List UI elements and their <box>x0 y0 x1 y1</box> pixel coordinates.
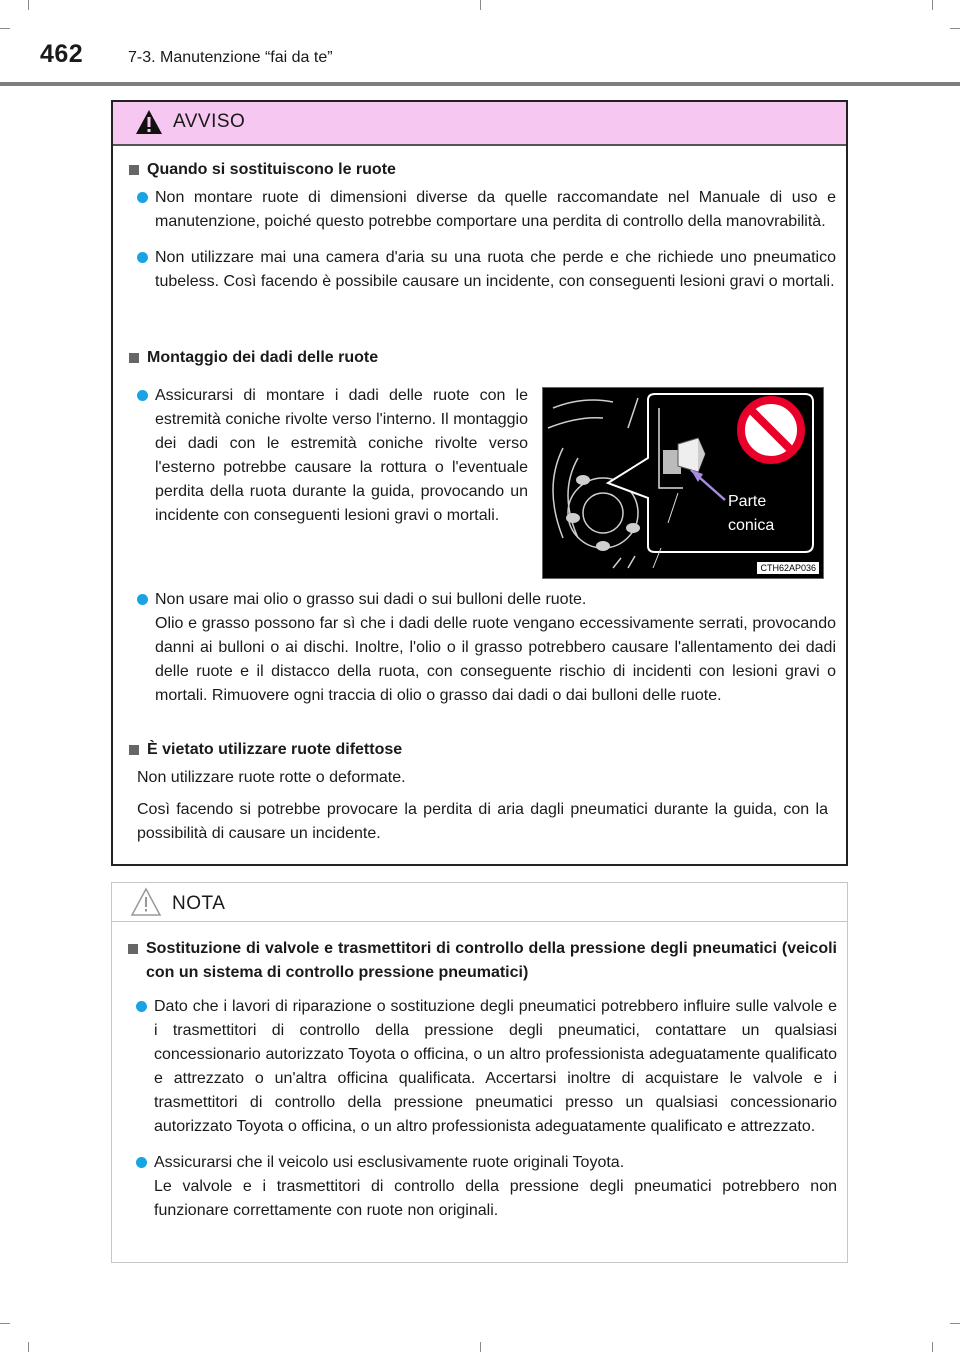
grease-item <box>129 588 836 708</box>
section-heading: Sostituzione di valvole e trasmettitori di controllo della pressione degli pneumatici (veicoli con un sistema di controllo pressione pneumatici) <box>128 937 837 985</box>
page-number: 462 <box>40 40 84 68</box>
warning-section-2 <box>129 346 836 370</box>
crop-mark <box>480 1342 481 1352</box>
warning-section-1 <box>129 158 836 294</box>
section-heading: Montaggio dei dadi delle ruote <box>129 346 836 370</box>
list-item: Assicurarsi di montare i dadi delle ruote con le estremità coniche rivolte verso l'interno. Il montaggio dei dadi con le estremità coniche rivolte verso l'esterno potrebbe causare la rottura o l'eventuale perdita della ruota durante la guida, provocando un incidente con conseguenti lesioni gravi o mortali. <box>129 384 528 528</box>
note-section-1 <box>128 937 837 1223</box>
wheel-nut-text <box>129 384 528 528</box>
warning-section-3 <box>129 738 836 846</box>
wheel-nut-figure <box>542 387 824 579</box>
list-item <box>129 588 836 708</box>
note-title: NOTA <box>172 893 226 914</box>
note-header <box>112 883 847 922</box>
list-item <box>128 1151 837 1223</box>
warning-header <box>113 102 846 146</box>
item-first-line: Non usare mai olio o grasso sui dadi o sui bulloni delle ruote. <box>155 591 587 608</box>
caution-icon <box>130 887 162 917</box>
crop-mark <box>28 1342 29 1352</box>
wheel-illustration <box>543 388 823 578</box>
paragraph: Non utilizzare ruote rotte o deformate. <box>137 769 406 786</box>
paragraph: Così facendo si potrebbe provocare la perdita di aria dagli pneumatici durante la guida, con la possibilità di causare un incidente. <box>137 801 828 842</box>
warning-icon <box>135 109 163 135</box>
figure-label: Parte conica <box>728 493 775 534</box>
page-header <box>0 0 960 88</box>
crop-mark <box>932 1342 933 1352</box>
list-item: Dato che i lavori di riparazione o sostituzione degli pneumatici potrebbero influire sulle valvole e i trasmettitori di controllo della pressione degli pneumatici, contattare un qualsiasi concessionario autorizzato Toyota o officina, o un altro professionista adeguatamente qualificato e attrezzato o un'altra officina qualificata. Accertarsi inoltre di acquistare le valvole e i trasmettitori di controllo della pressione pneumatici presso un qualsiasi concessionario autorizzato Toyota o officina, o un altro professionista adeguatamente qualificato e attrezzato. <box>128 995 837 1139</box>
section-title: 7-3. Manutenzione “fai da te” <box>128 49 333 66</box>
crop-mark <box>950 1323 960 1324</box>
note-box <box>111 882 848 1263</box>
list-item: Non utilizzare mai una camera d'aria su una ruota che perde e che richiede uno pneumatico tubeless. Così facendo è possibile causare un incidente, con conseguenti lesioni gravi o mortali. <box>129 246 836 294</box>
section-heading: Quando si sostituiscono le ruote <box>129 158 836 182</box>
section-heading: È vietato utilizzare ruote difettose <box>129 738 836 762</box>
crop-mark <box>0 1323 10 1324</box>
list-item: Non montare ruote di dimensioni diverse da quelle raccomandate nel Manuale di uso e manutenzione, poiché questo potrebbe comportare una perdita di controllo della manovrabilità. <box>129 186 836 234</box>
figure-code: CTH62AP036 <box>757 562 819 574</box>
item-first-line: Assicurarsi che il veicolo usi esclusivamente ruote originali Toyota. <box>154 1154 625 1171</box>
warning-title: AVVISO <box>173 111 246 132</box>
item-body: Le valvole e i trasmettitori di controllo della pressione degli pneumatici potrebbero non funzionare correttamente con ruote non originali. <box>154 1178 837 1219</box>
header-rule <box>0 82 960 86</box>
item-body: Olio e grasso possono far sì che i dadi delle ruote vengano eccessivamente serrati, provocando danni ai bulloni o ai dischi. Inoltre, l'olio o il grasso potrebbero causare l'allentamento dei dadi delle ruote e il distacco della ruota, con conseguente rischio di incidenti con lesioni gravi o mortali. Rimuovere ogni traccia di olio o grasso dai dadi o dai bulloni delle ruote. <box>155 615 836 704</box>
